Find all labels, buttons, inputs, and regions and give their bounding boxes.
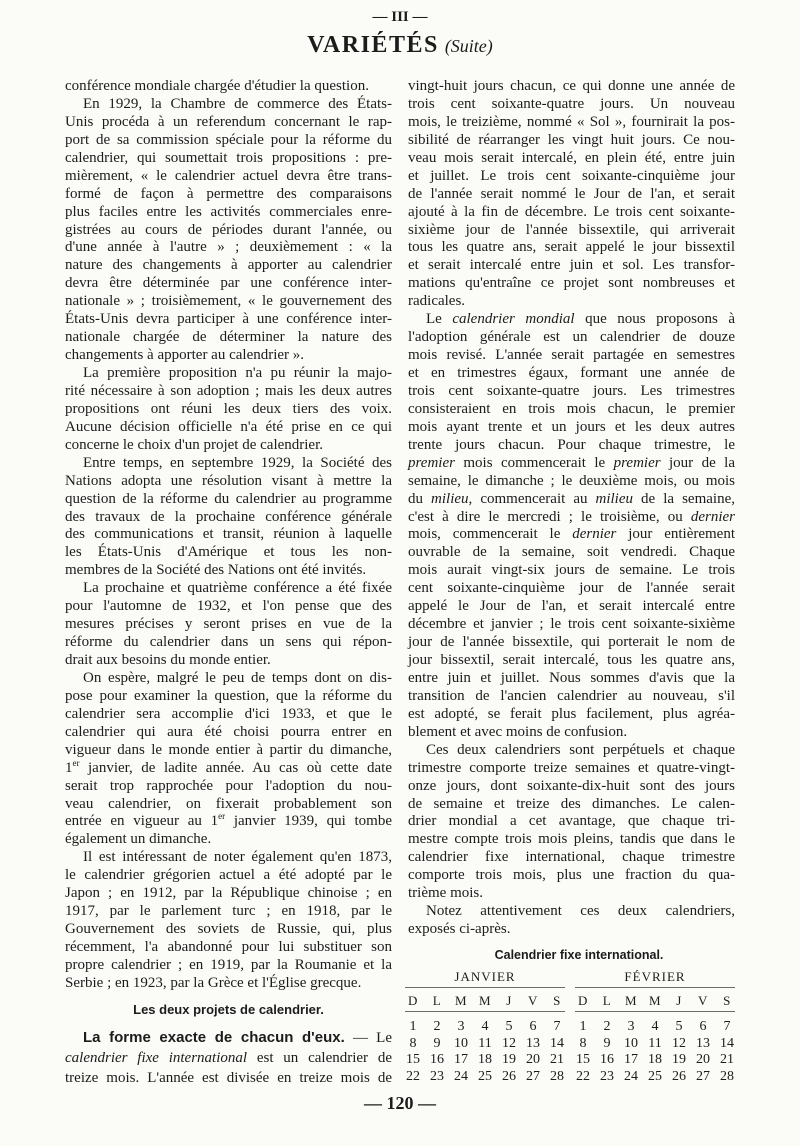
calendar-rule [405,1011,565,1012]
paragraph [65,365,392,455]
text-line: mièrement, « le calendrier actuel devra être trans- [65,167,392,184]
text-line: jour bissextil, serait intercalé, tous les quatre ans, [408,652,735,668]
text-line: mestre compte trois mois pleins, tandis que dans le [408,831,735,848]
text-line: En 1929, la Chambre de commerce des États- [83,95,392,112]
calendar-day: 15 [576,1052,590,1068]
text-run: de la semaine, [633,490,735,507]
calendar-day: 11 [478,1035,492,1051]
text-line: et juillet. Le trois cent soixante-cinquième jour [408,167,735,184]
text-line: mois aurait vingt-six jours de semaine. Le trois [408,562,735,579]
text-line [408,455,735,473]
text-line: jour de l'année bissextile, qui porterait le nom de [408,634,735,651]
text-line: de l'année serait nommé le Jour de l'an, et serait [408,185,735,202]
calendar-day: 24 [454,1069,468,1085]
text-line: veau calendrier, on fixerait probablement son [65,795,392,812]
paragraph [408,742,735,903]
calendar-weeks [401,1019,569,1086]
text-run: c'est à dire le mercredi ; le troisième, ou [408,508,691,525]
paragraph [65,849,392,993]
calendar-day: 20 [696,1052,710,1068]
text-line: décembre et janvier ; le trois cent soixante-sixième [408,616,735,633]
text-line: drier mondial a cet avantage, que chaque tri- [408,813,735,830]
section-heading: Les deux projets de calendrier. [133,1001,324,1017]
weekday-label: S [553,993,561,1008]
calendar-february [571,969,739,1086]
text-line: tous les quatre ans, serait appelé le jour bissextil [408,239,735,256]
calendar-week-row [571,1052,739,1069]
calendar-day: 3 [627,1019,635,1034]
calendar-day: 10 [624,1035,638,1051]
text-line: La prochaine et quatrième conférence a été fixée [83,580,392,597]
calendar-day: 16 [430,1052,444,1068]
calendar-day: 28 [550,1069,564,1085]
paragraph [65,455,392,581]
text-line: Japon ; en 1912, par la République chinoise ; en [65,885,392,902]
text-line [408,491,735,509]
text-line: comporte trois mois, plus une fraction du qua- [408,867,735,884]
text-line: Ces deux calendriers sont perpétuels et chaque [426,741,735,758]
italic-text: calendrier mondial [452,311,575,328]
paragraph [65,580,392,670]
calendar-rule [575,987,735,988]
text-run: que nous proposons à [574,311,735,328]
weekday-label: J [506,993,512,1008]
text-run: jour entièrement [616,526,735,543]
text-line: drait aux besoins du monde entier. [65,652,271,668]
calendar-day: 14 [720,1035,734,1051]
text-line: calendrier, qui soumettait trois propositions : pre- [65,149,392,166]
text-line [65,1028,392,1048]
text-line: trois cent soixante-quatre jours. Les trimestres [408,382,735,399]
text-run: Le [426,311,453,328]
text-line: calendrier sera accomplie d'ici 1933, et que le [65,705,392,722]
text-line: Gouvernement des soviets de Russie, qui, plus [65,921,392,938]
text-line: mois, le treizième, nommé « Sol », fournirait la pos- [408,113,735,130]
text-run: est un calendrier de [247,1049,393,1066]
superscript: er [72,757,80,768]
weekday-label: D [408,993,418,1008]
calendar-day: 3 [457,1019,465,1034]
text-line: Notez attentivement ces deux calendriers, [426,903,735,920]
calendar-day: 19 [502,1052,516,1068]
text-line: transition de l'ancien calendrier au nouveau, s'il [408,687,735,704]
calendar-week-row [401,1019,569,1036]
text-line: plus faciles entre les activités commerciales enre- [65,203,392,220]
calendar-week-row [401,1069,569,1086]
calendar-week-row [401,1036,569,1053]
calendar-day: 28 [720,1069,734,1085]
calendar-weekday-row [401,993,569,1009]
calendar-day: 5 [505,1019,513,1034]
text-line: membres de la Société des Nations ont été invités. [65,562,367,579]
text-line: nationale » ; troisièmement, « le gouvernement des [65,293,392,310]
calendar-day: 9 [603,1035,611,1051]
calendar-day: 27 [696,1069,710,1085]
weekday-label: V [698,993,708,1008]
text-run: du [408,490,432,507]
italic-text: dernier [572,526,617,543]
calendar-day: 21 [720,1052,734,1068]
calendar-rule [405,987,565,988]
calendar-day: 12 [502,1035,516,1051]
text-line: trième mois. [408,885,483,902]
text-line: serait trop rapprochée pour l'adoption du nou- [65,777,392,794]
text-line: onze jours, dont soixante-dix-huit sont des jours [408,777,735,794]
calendar-week-row [571,1019,739,1036]
calendar-day: 23 [430,1069,444,1085]
paragraph [408,311,735,742]
calendar-day: 15 [406,1052,420,1068]
text-run: — Le [344,1029,392,1046]
text-line: propre calendrier ; en 1919, par la Roumanie et la [65,956,392,973]
paragraph [65,1028,392,1088]
italic-text: milieu [431,490,469,507]
text-line: des communications et transit, réunion à laquelle [65,526,392,543]
calendar-day: 2 [433,1019,441,1034]
text-line: de semaine et treize des dimanches. Le calen- [408,795,735,812]
calendar-day: 7 [723,1019,731,1034]
weekday-label: D [578,993,588,1008]
paragraph [65,670,392,849]
italic-text: dernier [690,508,735,525]
calendar-day: 10 [454,1035,468,1051]
text-line [65,1048,392,1068]
left-paragraphs [65,78,392,993]
paragraph [65,78,392,96]
paragraph [65,96,392,365]
calendar-rule [575,1011,735,1012]
text-line: récemment, l'a abandonné pour lui substituer son [65,939,392,955]
calendar-day: 6 [529,1019,537,1034]
italic-text: premier [408,454,455,471]
weekday-label: V [528,993,538,1008]
calendar-day: 11 [648,1035,662,1051]
calendar-day: 22 [576,1069,590,1085]
calendar-week-row [571,1069,739,1086]
weekday-label: S [723,993,731,1008]
text-line: Nations adopta une résolution visant à mettre la [65,472,392,489]
weekday-label: M [454,993,468,1008]
text-run: mois commencerait le [454,454,614,471]
weekday-label: M [648,993,662,1008]
text-line: blement et avec moins de confusion. [408,723,628,740]
text-line: question de la réforme du calendrier au programme [65,490,392,507]
calendar-month-label: FÉVRIER [624,969,686,984]
calendar-week-row [571,1036,739,1053]
text-line: veau mois serait intercalé, en plein été, entre juin [408,149,735,166]
text-line: propositions ont réuni les deux tiers des voix. [65,400,392,417]
paragraph [408,78,735,311]
text-line: nationale chargée de déterminer la nature des [65,329,392,346]
text-line: Serbie ; en 1923, par la Grèce et l'Église grecque. [65,974,362,991]
text-line: est adopté, se ferait plus facilement, plus agréa- [408,705,735,722]
text-line: le calendrier grégorien actuel a été adopté par le [65,867,392,884]
text-line: appelé le Jour de l'an, et serait intercalé entre [408,598,735,615]
text-line: vigueur dans le monde entier à partir du dimanche, [65,741,392,758]
text-run: janvier 1939, qui tombe [225,813,392,830]
weekday-label: M [624,993,638,1008]
calendar-day: 8 [579,1035,587,1051]
text-line: port de sa commission spéciale pour la réforme du [65,131,392,148]
calendar-day: 13 [526,1035,540,1051]
text-line: Entre temps, en septembre 1929, la Société des [83,454,392,471]
text-line [65,757,392,778]
text-line: mations qu'entraîne ce projet sont nombreuses et [408,275,735,292]
calendar-day: 4 [651,1019,659,1034]
text-line: gistrées au cours de périodes durant l'année, ou [65,221,392,238]
closing-paragraphs [65,1028,392,1088]
text-line: pour l'automne de 1932, et l'on pense que des [65,598,392,615]
calendar-day: 26 [502,1069,516,1085]
calendar-day: 18 [648,1052,662,1068]
calendar-day: 12 [672,1035,686,1051]
text-line: Unis procéda à un referendum concernant le rap- [65,113,392,130]
text-line: également un dimanche. [65,831,212,848]
text-line: conférence mondiale chargée d'étudier la question. [65,78,369,94]
italic-text: milieu [595,490,634,507]
text-run: entrée en vigueur au 1 [65,813,219,830]
calendar-day: 7 [553,1019,561,1034]
text-line: sibilité de réarranger les vingt huit jours. Ce nou- [408,131,735,148]
text-line: ajouté à la fin de décembre. Le trois cent soixante- [408,203,735,220]
text-line: cent soixante-cinquième jour de l'année serait [408,580,735,597]
text-line: d'une année à l'autre » ; deuxièmement : « la [65,239,392,256]
text-line: rité nécessaire à son adoption ; mais les deux autres [65,382,392,399]
calendar-month-label: JANVIER [454,969,516,984]
text-line: La première proposition n'a pu réunir la majo- [83,365,392,381]
text-line: treize mois. L'année est divisée en treize mois de [65,1069,392,1086]
calendar-day: 9 [433,1035,441,1051]
calendar-day: 17 [624,1052,638,1068]
calendar-day: 23 [600,1069,614,1085]
text-line [408,526,735,544]
text-run: mois, commencerait le [408,526,573,543]
text-line: États-Unis devra participer à une conférence inter- [65,311,392,328]
text-line: les États-Unis d'Amérique et tous les non- [65,544,392,561]
section-title [0,30,800,63]
right-paragraphs [408,78,735,939]
text-line [408,509,735,527]
calendar-day: 16 [600,1052,614,1068]
text-line: Il est intéressant de noter également qu'en 1873, [83,849,392,866]
text-line: 1917, par le parlement turc ; en 1918, par le [65,903,392,920]
calendar-day: 1 [409,1019,417,1034]
calendar-weeks [571,1019,739,1086]
calendar-weekday-row [571,993,739,1009]
calendar-day: 18 [478,1052,492,1068]
calendar-day: 17 [454,1052,468,1068]
right-column [408,78,735,939]
paragraph [408,903,735,939]
text-line: changements à apporter au calendrier ». [65,347,305,364]
weekday-label: L [432,993,442,1008]
calendar-day: 13 [696,1035,710,1051]
text-line: calendrier fixe international, chaque trimestre [408,849,735,866]
text-line: ouvrable de la semaine, soit vendredi. Chaque [408,544,735,561]
text-run: jour de la [660,454,736,471]
text-run: , commencerait au [468,490,596,507]
text-line: On espère, malgré le peu de temps dont on dis- [83,669,392,686]
weekday-label: M [478,993,492,1008]
calendar-day: 6 [699,1019,707,1034]
text-line: devra être déterminée par une conférence inter- [65,275,392,292]
text-line: Aucune décision officielle n'a été prise en ce qui [65,418,392,435]
italic-text: calendrier fixe international [65,1049,248,1066]
text-line [65,813,392,831]
text-line: entre juin et juillet. Nous sommes d'avis que la [408,669,735,686]
calendar-day: 27 [526,1069,540,1085]
text-line: sixième jour de l'année bissextile, qui arriverait [408,221,735,238]
calendar-day: 22 [406,1069,420,1085]
text-line: trente jours chacun. Pour chaque trimestre, le [408,436,735,453]
text-line: exposés ci-après. [408,921,511,938]
calendar-january [401,969,569,1086]
text-line: mois ayant trente et un jours et les deux autres [408,418,735,435]
calendar-day: 8 [409,1035,417,1051]
calendar-day: 25 [648,1069,662,1085]
text-line: pose pour examiner la question, que la réforme du [65,687,392,704]
text-line [408,311,735,329]
text-line: nature des changements à apporter au calendrier [65,257,392,274]
calendar-day: 24 [624,1069,638,1085]
section-title-main: VARIÉTÉS [307,32,439,58]
text-line: réforme du calendrier dans un sens qui répon- [65,634,392,651]
text-line: mois revisé. L'année serait partagée en semestres [408,347,735,364]
text-line: et en trimestres égaux, formant une année de [408,365,735,381]
calendar-day: 1 [579,1019,587,1034]
text-run: 1 [65,759,73,776]
calendar-heading: Calendrier fixe international. [494,948,664,962]
bold-run-in-heading: La forme exacte de chacun d'eux. [83,1028,345,1046]
superscript: er [218,811,226,822]
calendar-day: 2 [603,1019,611,1034]
text-line: et serait intercalé entre juin et sol. Les transfor- [408,257,735,274]
left-column [65,78,392,1088]
calendar-day: 26 [672,1069,686,1085]
calendar-day: 21 [550,1052,564,1068]
text-run: janvier, de ladite année. Au cas où cette date [79,759,392,776]
calendar-day: 4 [481,1019,489,1034]
text-line: formé de façon à permettre des comparaisons [65,185,392,202]
weekday-label: J [676,993,682,1008]
text-line: des travaux de la prochaine conférence générale [65,508,392,525]
calendar-day: 5 [675,1019,683,1034]
section-title-suffix: (Suite) [444,36,493,56]
page-marker: — III — [372,9,428,25]
calendar-day: 19 [672,1052,686,1068]
italic-text: premier [613,454,661,471]
text-line: trois cent soixante-quatre jours. Un nouveau [408,95,735,112]
text-line: concerne le choix d'un projet de calendrier. [65,436,324,453]
text-line: calendrier qui aura été choisi pourra entrer en [65,723,392,740]
text-line: radicales. [408,293,466,310]
text-line: semaine, le dimanche ; le deuxième mois, ou mois [408,472,735,489]
text-line: consisteraient en trois mois chacun, le premier [408,400,735,417]
weekday-label: L [602,993,612,1008]
calendar-week-row [401,1052,569,1069]
text-line: mesures précises y seront prises en vue de la [65,616,392,633]
text-line: trimestre comporte treize semaines et quatre-vingt- [408,759,735,776]
calendar-day: 25 [478,1069,492,1085]
page-number: — 120 — [364,1093,436,1113]
calendar-day: 14 [550,1035,564,1051]
calendar-day: 20 [526,1052,540,1068]
text-line: vingt-huit jours chacun, ce qui donne une année de [408,78,735,94]
text-line: l'adoption générale est un calendrier de douze [408,329,735,346]
